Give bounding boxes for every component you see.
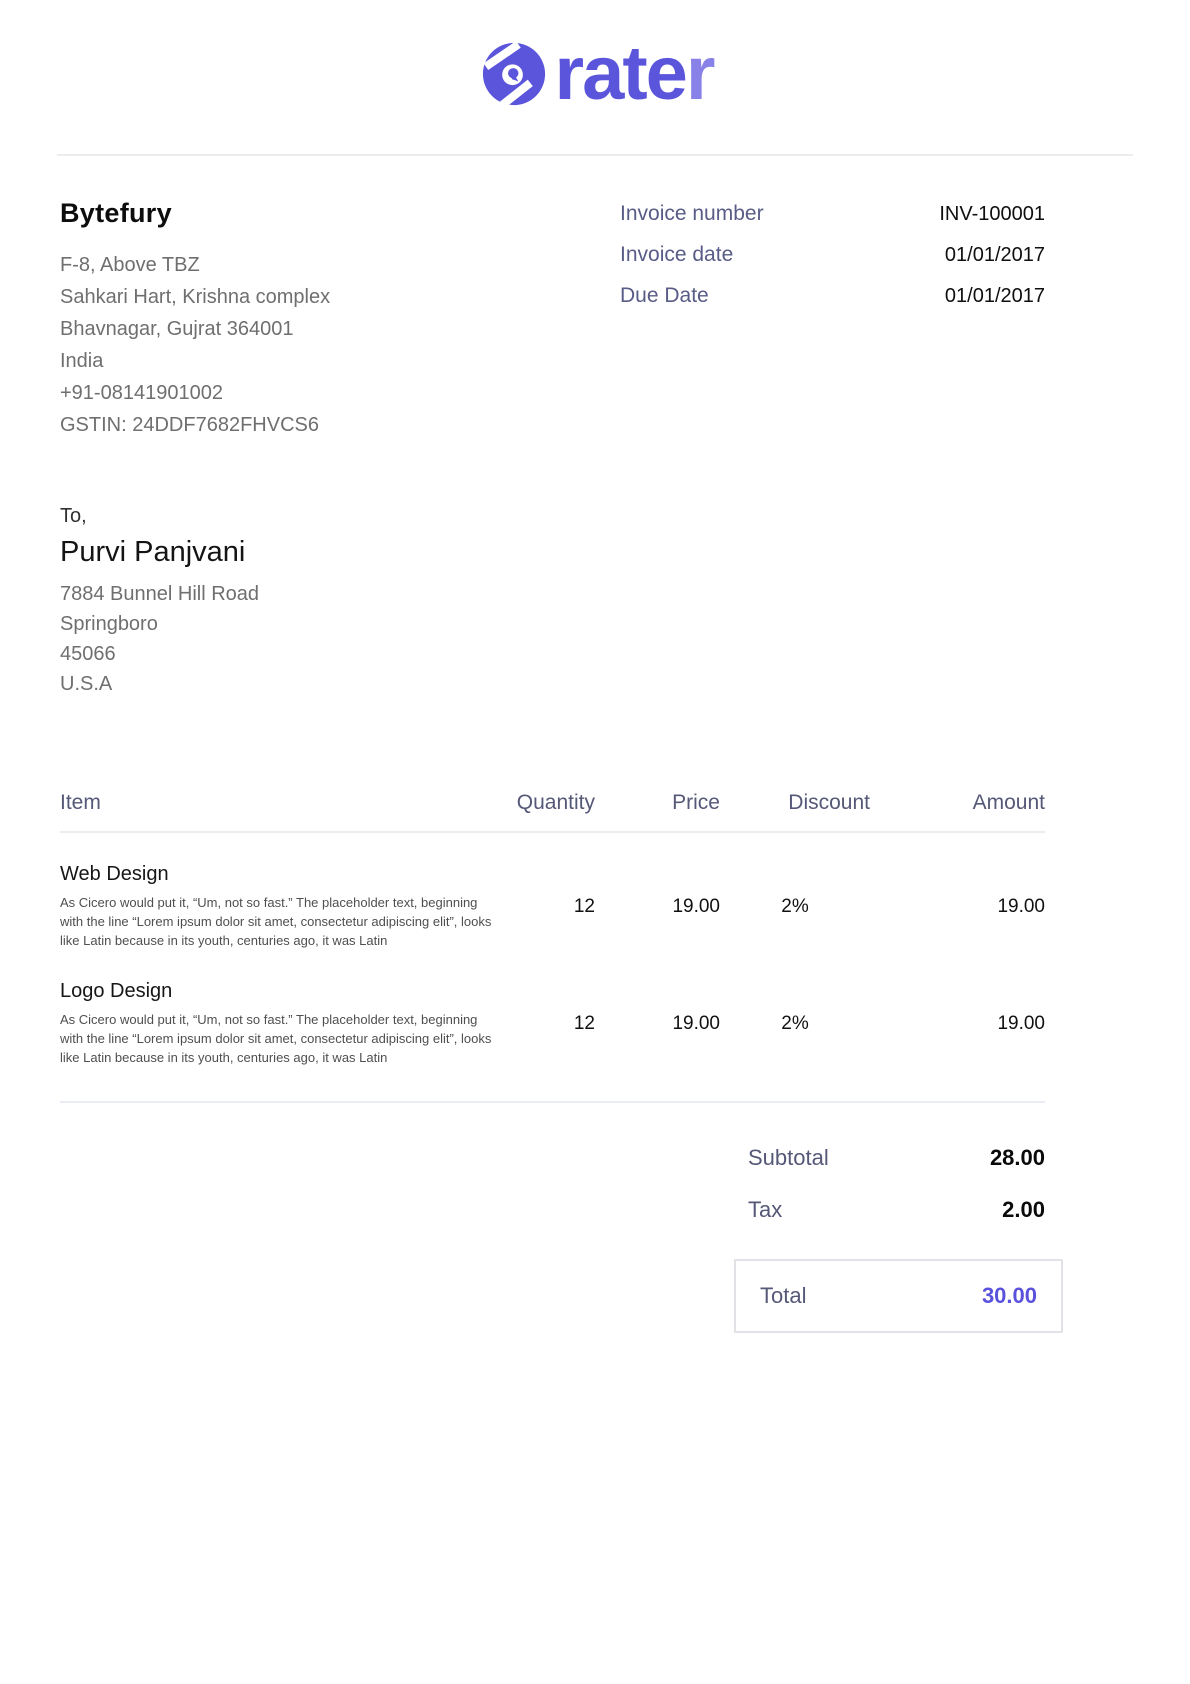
seller-address-line: India bbox=[60, 350, 104, 372]
invoice-date-row bbox=[620, 243, 1045, 267]
invoice-number-label: Invoice number bbox=[620, 202, 764, 225]
invoice-date-label: Invoice date bbox=[620, 243, 734, 266]
client-address-line: Springboro bbox=[60, 613, 158, 635]
tax-label: Tax bbox=[748, 1197, 783, 1222]
item-cell bbox=[60, 980, 490, 1067]
crater-c-icon bbox=[477, 37, 551, 111]
client-address bbox=[60, 579, 1130, 699]
item-quantity: 12 bbox=[573, 1012, 595, 1034]
invoice-number-value: INV-100001 bbox=[939, 203, 1045, 225]
column-header-item: Item bbox=[60, 791, 101, 814]
logo-row bbox=[0, 0, 1190, 116]
invoice-date-value: 01/01/2017 bbox=[944, 244, 1045, 266]
items-divider bbox=[60, 1101, 1045, 1103]
seller-address-line: Sahkari Hart, Krishna complex bbox=[60, 286, 331, 308]
item-name: Web Design bbox=[60, 863, 169, 885]
items-table-header bbox=[60, 791, 1045, 833]
billing-block bbox=[60, 505, 1130, 699]
due-date-value: 01/01/2017 bbox=[944, 285, 1045, 307]
due-date-row bbox=[620, 284, 1045, 308]
billing-to-label: To, bbox=[60, 505, 87, 527]
seller-phone: +91-08141901002 bbox=[60, 382, 223, 404]
subtotal-value: 28.00 bbox=[989, 1145, 1045, 1170]
totals-block bbox=[748, 1145, 1045, 1333]
due-date-label: Due Date bbox=[620, 284, 709, 307]
seller-gstin: GSTIN: 24DDF7682FHVCS6 bbox=[60, 414, 319, 436]
item-discount: 2% bbox=[781, 1012, 809, 1034]
tax-row bbox=[748, 1197, 1045, 1223]
seller-name: Bytefury bbox=[60, 198, 172, 228]
seller-block bbox=[60, 198, 330, 441]
header-divider bbox=[57, 154, 1133, 156]
item-discount: 2% bbox=[781, 895, 809, 917]
total-label: Total bbox=[760, 1283, 807, 1308]
item-price: 19.00 bbox=[672, 895, 720, 917]
logo-word-tail: r bbox=[685, 31, 714, 116]
item-amount: 19.00 bbox=[997, 895, 1045, 917]
column-header-amount: Amount bbox=[972, 791, 1045, 814]
items-table bbox=[60, 791, 1045, 1103]
item-row bbox=[60, 950, 1045, 1067]
column-header-quantity: Quantity bbox=[516, 791, 595, 814]
item-name: Logo Design bbox=[60, 980, 173, 1002]
item-amount: 19.00 bbox=[997, 1012, 1045, 1034]
total-value: 30.00 bbox=[981, 1283, 1037, 1308]
item-price: 19.00 bbox=[672, 1012, 720, 1034]
item-quantity: 12 bbox=[573, 895, 595, 917]
logo-word-main: rate bbox=[554, 31, 686, 116]
column-header-discount: Discount bbox=[788, 791, 870, 814]
seller-address-line: F-8, Above TBZ bbox=[60, 254, 200, 276]
client-address-line: 45066 bbox=[60, 643, 116, 665]
subtotal-label: Subtotal bbox=[748, 1145, 829, 1170]
invoice-number-row bbox=[620, 202, 1045, 226]
client-name: Purvi Panjvani bbox=[60, 536, 246, 568]
client-address-line: U.S.A bbox=[60, 673, 113, 695]
subtotal-row bbox=[748, 1145, 1045, 1171]
item-description: As Cicero would put it, “Um, not so fast.” The placeholder text, beginning with the line “Lorem ipsum dolor sit amet, consectetur adipiscing elit”, looks like Latin because in its youth, centuries ago, it was Latin bbox=[60, 1012, 492, 1065]
crater-logo bbox=[477, 31, 714, 116]
invoice-meta bbox=[620, 202, 1045, 441]
item-cell bbox=[60, 863, 490, 950]
total-box bbox=[734, 1259, 1063, 1333]
column-header-price: Price bbox=[672, 791, 720, 814]
client-address-line: 7884 Bunnel Hill Road bbox=[60, 583, 260, 605]
item-description: As Cicero would put it, “Um, not so fast.” The placeholder text, beginning with the line “Lorem ipsum dolor sit amet, consectetur adipiscing elit”, looks like Latin because in its youth, centuries ago, it was Latin bbox=[60, 895, 492, 948]
tax-value: 2.00 bbox=[1002, 1197, 1045, 1222]
item-row bbox=[60, 833, 1045, 950]
seller-address-line: Bhavnagar, Gujrat 364001 bbox=[60, 318, 294, 340]
info-row bbox=[60, 198, 1045, 441]
